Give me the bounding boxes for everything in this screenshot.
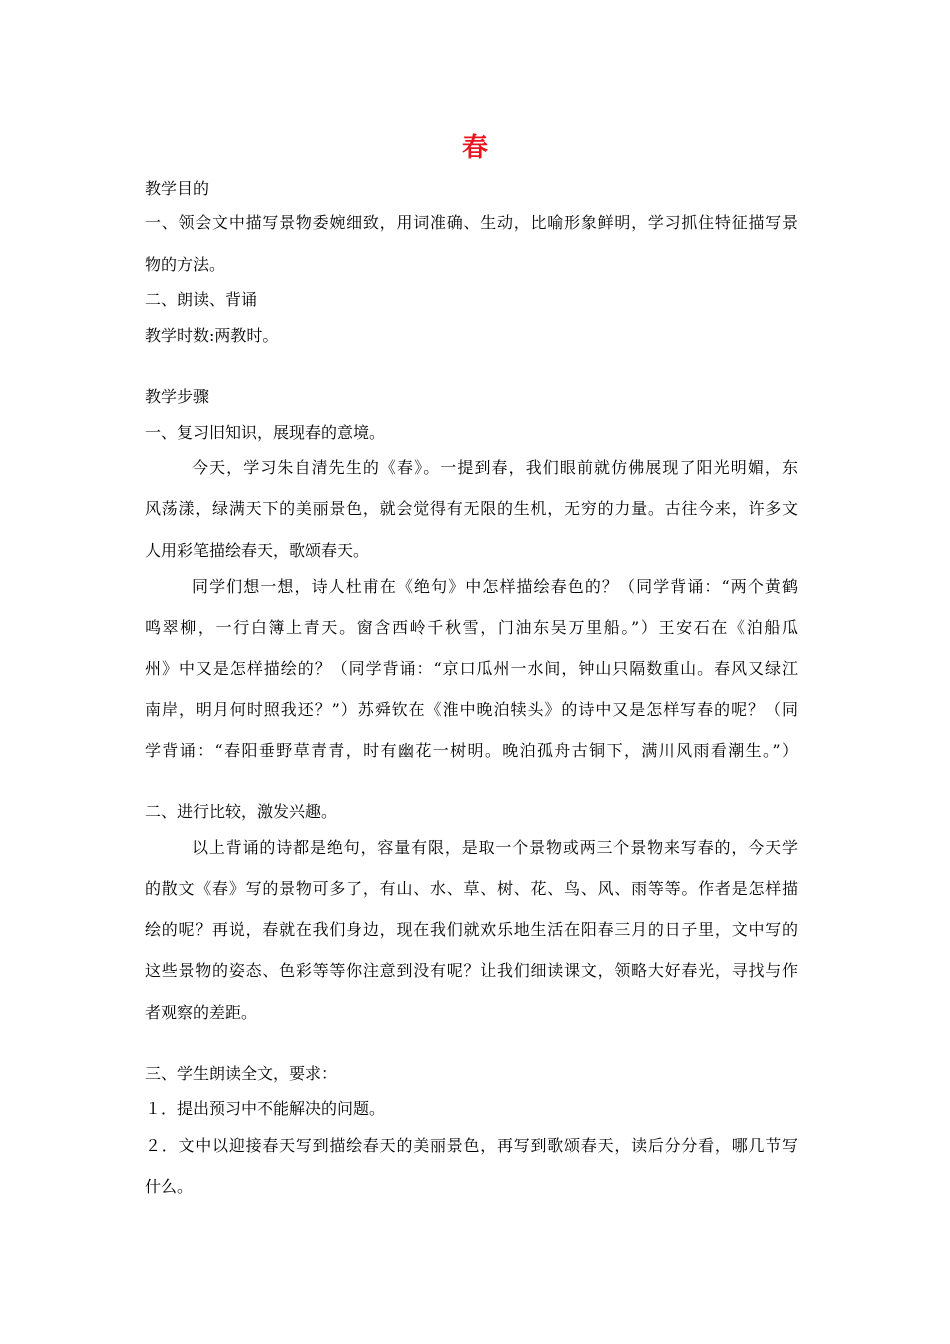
step-heading: 一、复习旧知识，展现春的意境。	[145, 423, 386, 442]
step-heading: 二、进行比较，激发兴趣。	[145, 802, 338, 821]
paragraph-line: 这些景物的姿态、色彩等等你注意到没有呢？让我们细读课文，领略大好春光，寻找与作	[145, 961, 798, 980]
heading-teaching-goals: 教学目的	[145, 179, 210, 198]
list-item: 什么。	[145, 1177, 194, 1196]
paragraph-line: 学背诵：“春阳垂野草青青，时有幽花一树明。晚泊孤舟古铜下，满川风雨看潮生。”）	[145, 741, 798, 760]
paragraph-line: 风荡漾，绿满天下的美丽景色，就会觉得有无限的生机，无穷的力量。古往今来，许多文	[145, 499, 798, 518]
step-heading: 三、学生朗读全文，要求：	[145, 1064, 338, 1083]
paragraph-line: 南岸，明月何时照我还？”）苏舜钦在《淮中晚泊犊头》的诗中又是怎样写春的呢？（同	[145, 700, 798, 719]
goal-line: 一、领会文中描写景物委婉细致，用词准确、生动，比喻形象鲜明，学习抓住特征描写景	[145, 213, 798, 232]
paragraph-line: 人用彩笔描绘春天，歌颂春天。	[145, 541, 370, 560]
paragraph-line: 鸣翠柳，一行白簿上青天。窗含西岭千秋雪，门油东吴万里船。”）王安石在《泊船瓜	[145, 618, 798, 637]
paragraph-line: 的散文《春》写的景物可多了，有山、水、草、树、花、鸟、风、雨等等。作者是怎样描	[145, 879, 798, 898]
goal-line: 物的方法。	[145, 255, 226, 274]
paragraph-line: 者观察的差距。	[145, 1003, 258, 1022]
paragraph-line: 州》中又是怎样描绘的？（同学背诵：“京口瓜州一水间，钟山只隔数重山。春风又绿江	[145, 659, 798, 678]
document-title: 春	[461, 133, 488, 163]
heading-teaching-steps: 教学步骤	[145, 387, 210, 406]
goal-line: 二、朗读、背诵	[145, 290, 258, 309]
teaching-hours: 教学时数:两教时。	[145, 326, 279, 345]
paragraph-line: 绘的呢？再说，春就在我们身边，现在我们就欢乐地生活在阳春三月的日子里，文中写的	[145, 920, 798, 939]
list-item: ２．文中以迎接春天写到描绘春天的美丽景色，再写到歌颂春天，读后分分看，哪几节写	[145, 1136, 798, 1155]
list-item: １．提出预习中不能解决的问题。	[145, 1099, 386, 1118]
paragraph-line: 今天，学习朱自清先生的《春》。一提到春，我们眼前就仿佛展现了阳光明媚，东	[192, 458, 798, 477]
paragraph-line: 同学们想一想，诗人杜甫在《绝句》中怎样描绘春色的？（同学背诵：“两个黄鹤	[192, 577, 798, 596]
paragraph-line: 以上背诵的诗都是绝句，容量有限，是取一个景物或两三个景物来写春的，今天学	[192, 838, 798, 857]
